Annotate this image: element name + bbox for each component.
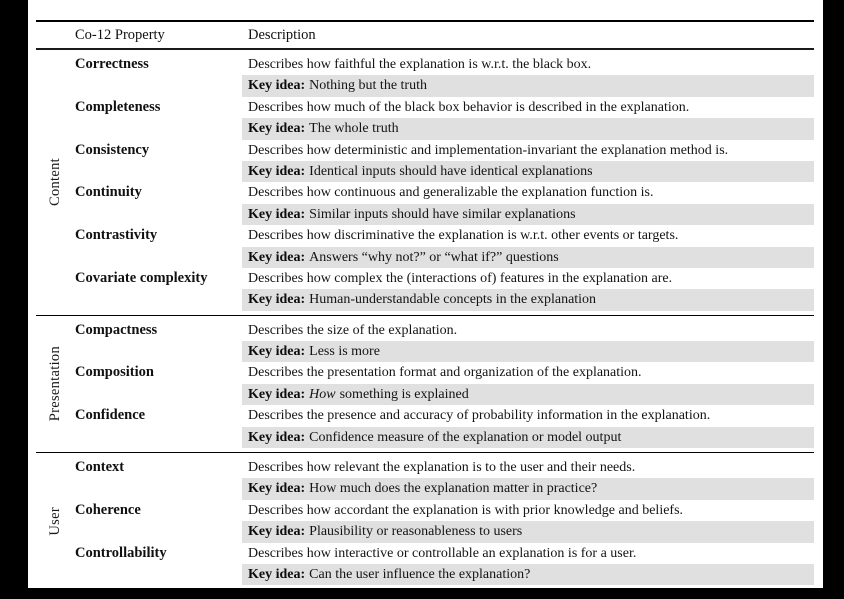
- key-idea-cell: [242, 564, 814, 585]
- co12-table: [36, 20, 814, 589]
- property-name: Continuity: [75, 184, 142, 201]
- property-name: Controllability: [75, 544, 167, 561]
- key-idea-label: Key idea:: [248, 78, 306, 94]
- key-idea-text: Answers “why not?” or “what if?” questions: [309, 249, 559, 265]
- key-idea-text: something is explained: [339, 386, 469, 402]
- key-idea-label: Key idea:: [248, 206, 306, 222]
- table-row: [75, 54, 814, 75]
- key-idea-cell: [242, 341, 814, 362]
- key-idea-text: The whole truth: [309, 121, 399, 137]
- section-rows: [75, 54, 814, 311]
- section-rows: [75, 457, 814, 585]
- key-idea-text: How much does the explanation matter in practice?: [309, 481, 598, 497]
- key-idea-text: Similar inputs should have similar explanations: [309, 206, 576, 222]
- key-idea-label: Key idea:: [248, 481, 306, 497]
- group-label-presentation: Presentation: [47, 346, 63, 422]
- table-row: [75, 320, 814, 341]
- key-idea-cell: [242, 161, 814, 182]
- property-description: Describes how discriminative the explanation is w.r.t. other events or targets.: [248, 228, 679, 244]
- key-idea-text: Can the user influence the explanation?: [309, 566, 531, 582]
- key-idea-label: Key idea:: [248, 163, 306, 179]
- key-idea-row: [75, 384, 814, 405]
- property-description: Describes how faithful the explanation is w.r.t. the black box.: [248, 57, 592, 72]
- key-idea-label: Key idea:: [248, 386, 306, 402]
- key-idea-label: Key idea:: [248, 429, 306, 445]
- key-idea-row: [75, 204, 814, 225]
- table-row: [75, 225, 814, 246]
- key-idea-label: Key idea:: [248, 344, 306, 360]
- key-idea-cell: [242, 427, 814, 448]
- property-description: Describes how much of the black box behavior is described in the explanation.: [248, 99, 690, 115]
- property-name: Covariate complexity: [75, 269, 208, 286]
- key-idea-label: Key idea:: [248, 566, 306, 582]
- key-idea-label: Key idea:: [248, 524, 306, 540]
- property-description: Describes how accordant the explanation is with prior knowledge and beliefs.: [248, 502, 684, 518]
- header-description-col: Description: [248, 26, 316, 43]
- key-idea-emphasis: How: [309, 386, 336, 402]
- table-row: [75, 97, 814, 118]
- key-idea-row: [75, 341, 814, 362]
- property-description: Describes the size of the explanation.: [248, 322, 458, 338]
- key-idea-cell: [242, 247, 814, 268]
- key-idea-text: Identical inputs should have identical explanations: [309, 163, 593, 179]
- key-idea-text: Human-understandable concepts in the explanation: [309, 292, 597, 308]
- key-idea-cell: [242, 118, 814, 139]
- group-label-user: User: [47, 506, 63, 536]
- property-description: Describes how relevant the explanation is to the user and their needs.: [248, 460, 636, 476]
- key-idea-row: [75, 118, 814, 139]
- property-name: Context: [75, 459, 125, 476]
- section-user: [36, 453, 814, 589]
- property-name: Completeness: [75, 98, 161, 115]
- property-description: Describes the presentation format and organization of the explanation.: [248, 365, 642, 381]
- group-label-cell: [36, 320, 75, 448]
- table-row: [75, 140, 814, 161]
- property-name: Contrastivity: [75, 227, 158, 244]
- key-idea-cell: [242, 384, 814, 405]
- section-presentation: [36, 316, 814, 453]
- property-description: Describes how continuous and generalizable the explanation function is.: [248, 185, 654, 201]
- table-row: [75, 268, 814, 289]
- key-idea-text: Nothing but the truth: [309, 78, 427, 94]
- table-row: [75, 500, 814, 521]
- header-property-col: Co-12 Property: [75, 26, 165, 43]
- table-row: [75, 182, 814, 203]
- property-description: Describes how complex the (interactions of) features in the explanation are.: [248, 270, 673, 286]
- property-description: Describes the presence and accuracy of probability information in the explanation.: [248, 408, 711, 424]
- key-idea-row: [75, 75, 814, 96]
- group-label-cell: [36, 457, 75, 585]
- key-idea-cell: [242, 75, 814, 96]
- property-name: Consistency: [75, 141, 150, 158]
- section-rows: [75, 320, 814, 448]
- property-name: Correctness: [75, 56, 149, 72]
- key-idea-row: [75, 247, 814, 268]
- key-idea-row: [75, 427, 814, 448]
- key-idea-cell: [242, 204, 814, 225]
- key-idea-cell: [242, 478, 814, 499]
- key-idea-row: [75, 478, 814, 499]
- property-description: Describes how deterministic and implementation-invariant the explanation method is.: [248, 142, 729, 158]
- key-idea-row: [75, 289, 814, 310]
- property-name: Composition: [75, 364, 154, 381]
- table-row: [75, 543, 814, 564]
- section-content: [36, 50, 814, 316]
- property-name: Coherence: [75, 501, 141, 518]
- key-idea-row: [75, 564, 814, 585]
- property-name: Compactness: [75, 321, 158, 338]
- key-idea-text: Confidence measure of the explanation or model output: [309, 429, 622, 445]
- key-idea-text: Less is more: [309, 344, 380, 360]
- table-row: [75, 457, 814, 478]
- key-idea-text: Plausibility or reasonableness to users: [309, 524, 523, 540]
- table-row: [75, 362, 814, 383]
- key-idea-cell: [242, 521, 814, 542]
- group-label-cell: [36, 54, 75, 311]
- table-header-row: [36, 20, 814, 50]
- property-name: Confidence: [75, 407, 146, 424]
- property-description: Describes how interactive or controllable an explanation is for a user.: [248, 545, 637, 561]
- key-idea-row: [75, 521, 814, 542]
- key-idea-row: [75, 161, 814, 182]
- group-label-content: Content: [47, 158, 63, 207]
- paper-page: [28, 0, 823, 588]
- key-idea-cell: [242, 289, 814, 310]
- key-idea-label: Key idea:: [248, 249, 306, 265]
- key-idea-label: Key idea:: [248, 121, 306, 137]
- table-row: [75, 405, 814, 426]
- key-idea-label: Key idea:: [248, 292, 306, 308]
